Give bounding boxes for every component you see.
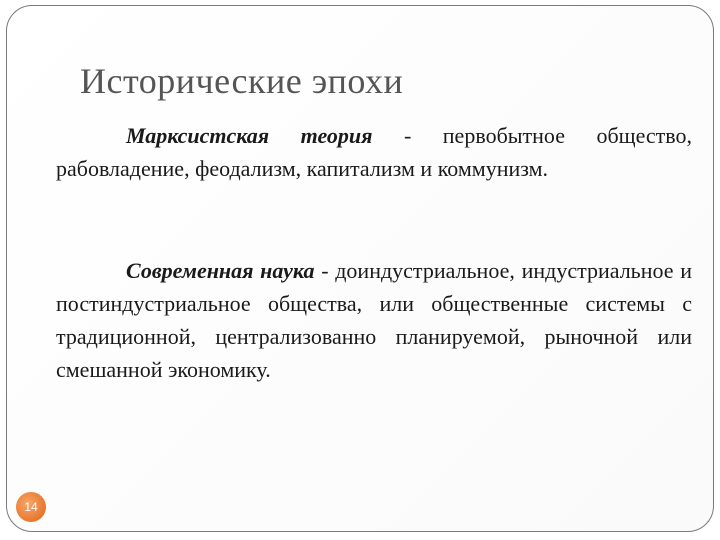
slide-number-badge: 14 xyxy=(16,492,46,522)
paragraph-modern-science xyxy=(56,254,692,386)
paragraph-marxist-theory xyxy=(56,119,692,185)
paragraph-lead-term: Современная наука xyxy=(126,258,315,283)
paragraph-lead-term: Марксистская теория xyxy=(126,123,373,148)
slide-title: Исторические эпохи xyxy=(80,61,404,101)
paragraph-body-text: - доиндустриальное, индустриальное и постиндустриальное общества, или общественные системы с традиционной, централизованно планируемой, рыночной или смешанной экономику. xyxy=(56,258,693,382)
paragraph-body-text: - первобытное общество, рабовладение, феодализм, капитализм и коммунизм. xyxy=(56,123,693,181)
